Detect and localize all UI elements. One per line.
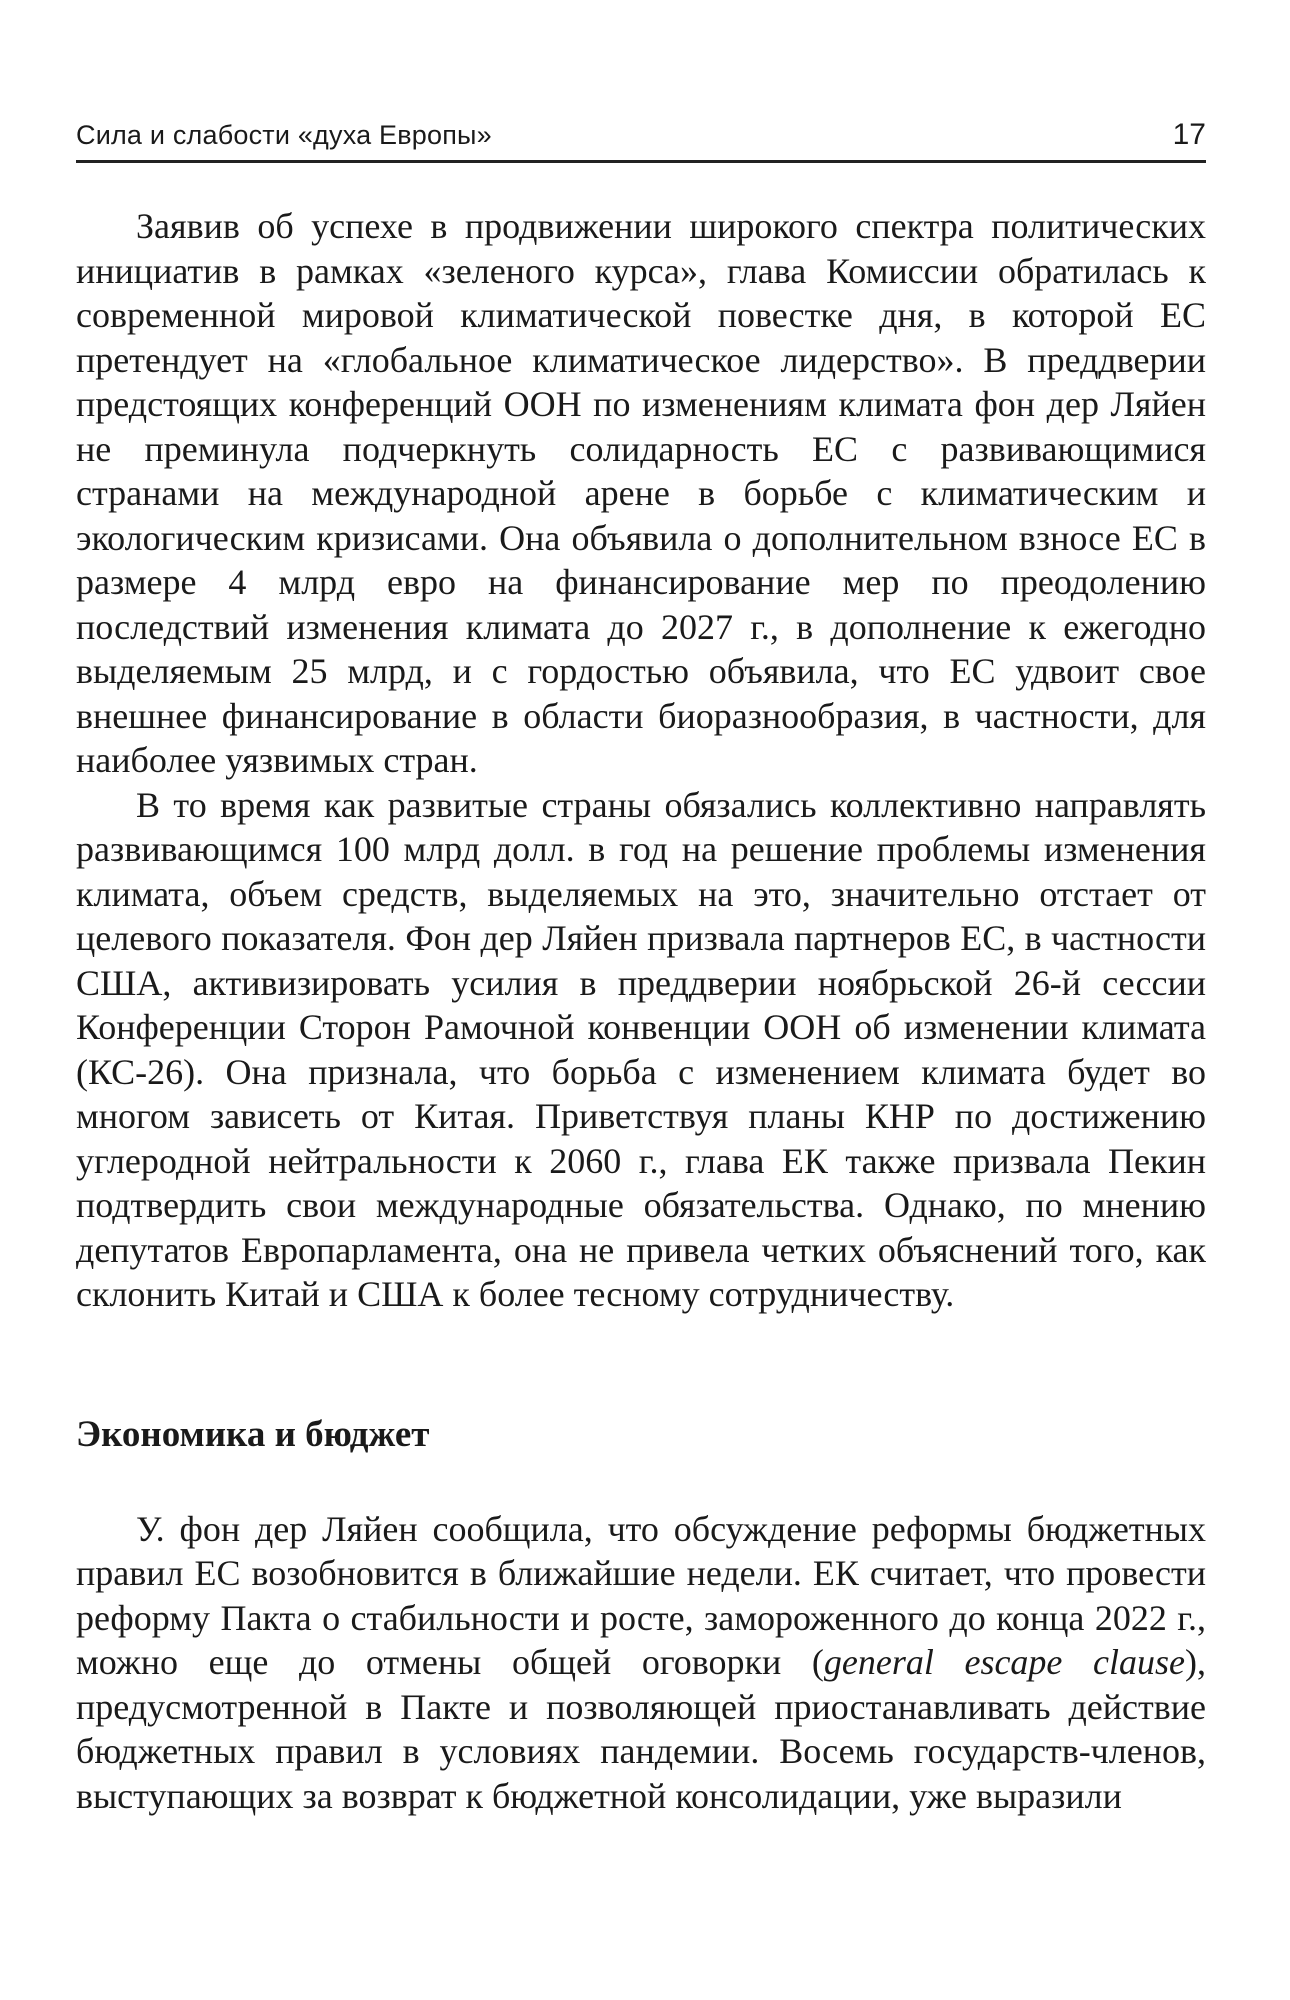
paragraph-climate-finance: В то время как развитые страны обязались коллективно направлять развивающимся 100 млрд долл. в год на решение проблемы изменения климата, объем средств, выделяемых на это, значительно отстает от целевого показателя. Фон дер Ляйен призвала партнеров ЕС, в частности США, активизировать усилия в преддверии ноябрьской 26-й сессии Конференции Сторон Рамочной конвенции ООН об изменении климата (КС-26). Она признала, что борьба с изменением климата будет во многом зависеть от Китая. Приветствуя планы КНР по достижению углеродной нейтральности к 2060 г., глава ЕК также призвала Пекин подтвердить свои международные обязательства. Однако, по мнению депутатов Европарламента, она не привела четких объяснений того, как склонить Китай и США к более тесному сотрудничеству. (76, 784, 1206, 1314)
body-text (76, 204, 1206, 1818)
paragraph-budget-rules (76, 1507, 1206, 1819)
page-number: 17 (1172, 118, 1206, 151)
paragraph-budget-rules-end: ), предусмотренной в Пакте и позволяющей приостанавливать действие бюджетных правил в условиях пандемии. Восемь государств-членов, выступающих за возврат к бюджетной консолидации, уже выразили (76, 1642, 1206, 1816)
running-title: Сила и слабости «духа Европы» (76, 120, 492, 150)
paragraph-budget-rules-start: У. фон дер Ляйен сообщила, что обсуждение реформы бюджетных правил ЕС возобновится в ближайшие недели. ЕК считает, что провести реформу Пакта о стабильности и росте, замороженного до конца 2022 г., можно еще до отмены общей оговорки ( (76, 1508, 1206, 1682)
italic-term: general escape clause (823, 1642, 1185, 1682)
section-heading-economy: Экономика и бюджет (76, 1413, 430, 1455)
paragraph-climate-agenda: Заявив об успехе в продвижении широкого спектра политических инициатив в рамках «зеленого курса», глава Комиссии обратилась к современной мировой климатической повестке дня, в которой ЕС претендует на «глобальное климатическое лидерство». В преддверии предстоящих конференций ООН по изменениям климата фон дер Ляйен не преминула подчеркнуть солидарность ЕС с развивающимися странами на международной арене в борьбе с климатическим и экологическим кризисами. Она объявила о дополнительном взносе ЕС в размере 4 млрд евро на финансирование мер по преодолению последствий изменения климата до 2027 г., в дополнение к ежегодно выделяемым 25 млрд, и с гордостью объявила, что ЕС удвоит свое внешнее финансирование в области биоразнообразия, в частности, для наиболее уязвимых стран. (76, 206, 1206, 780)
running-head (76, 116, 1206, 163)
